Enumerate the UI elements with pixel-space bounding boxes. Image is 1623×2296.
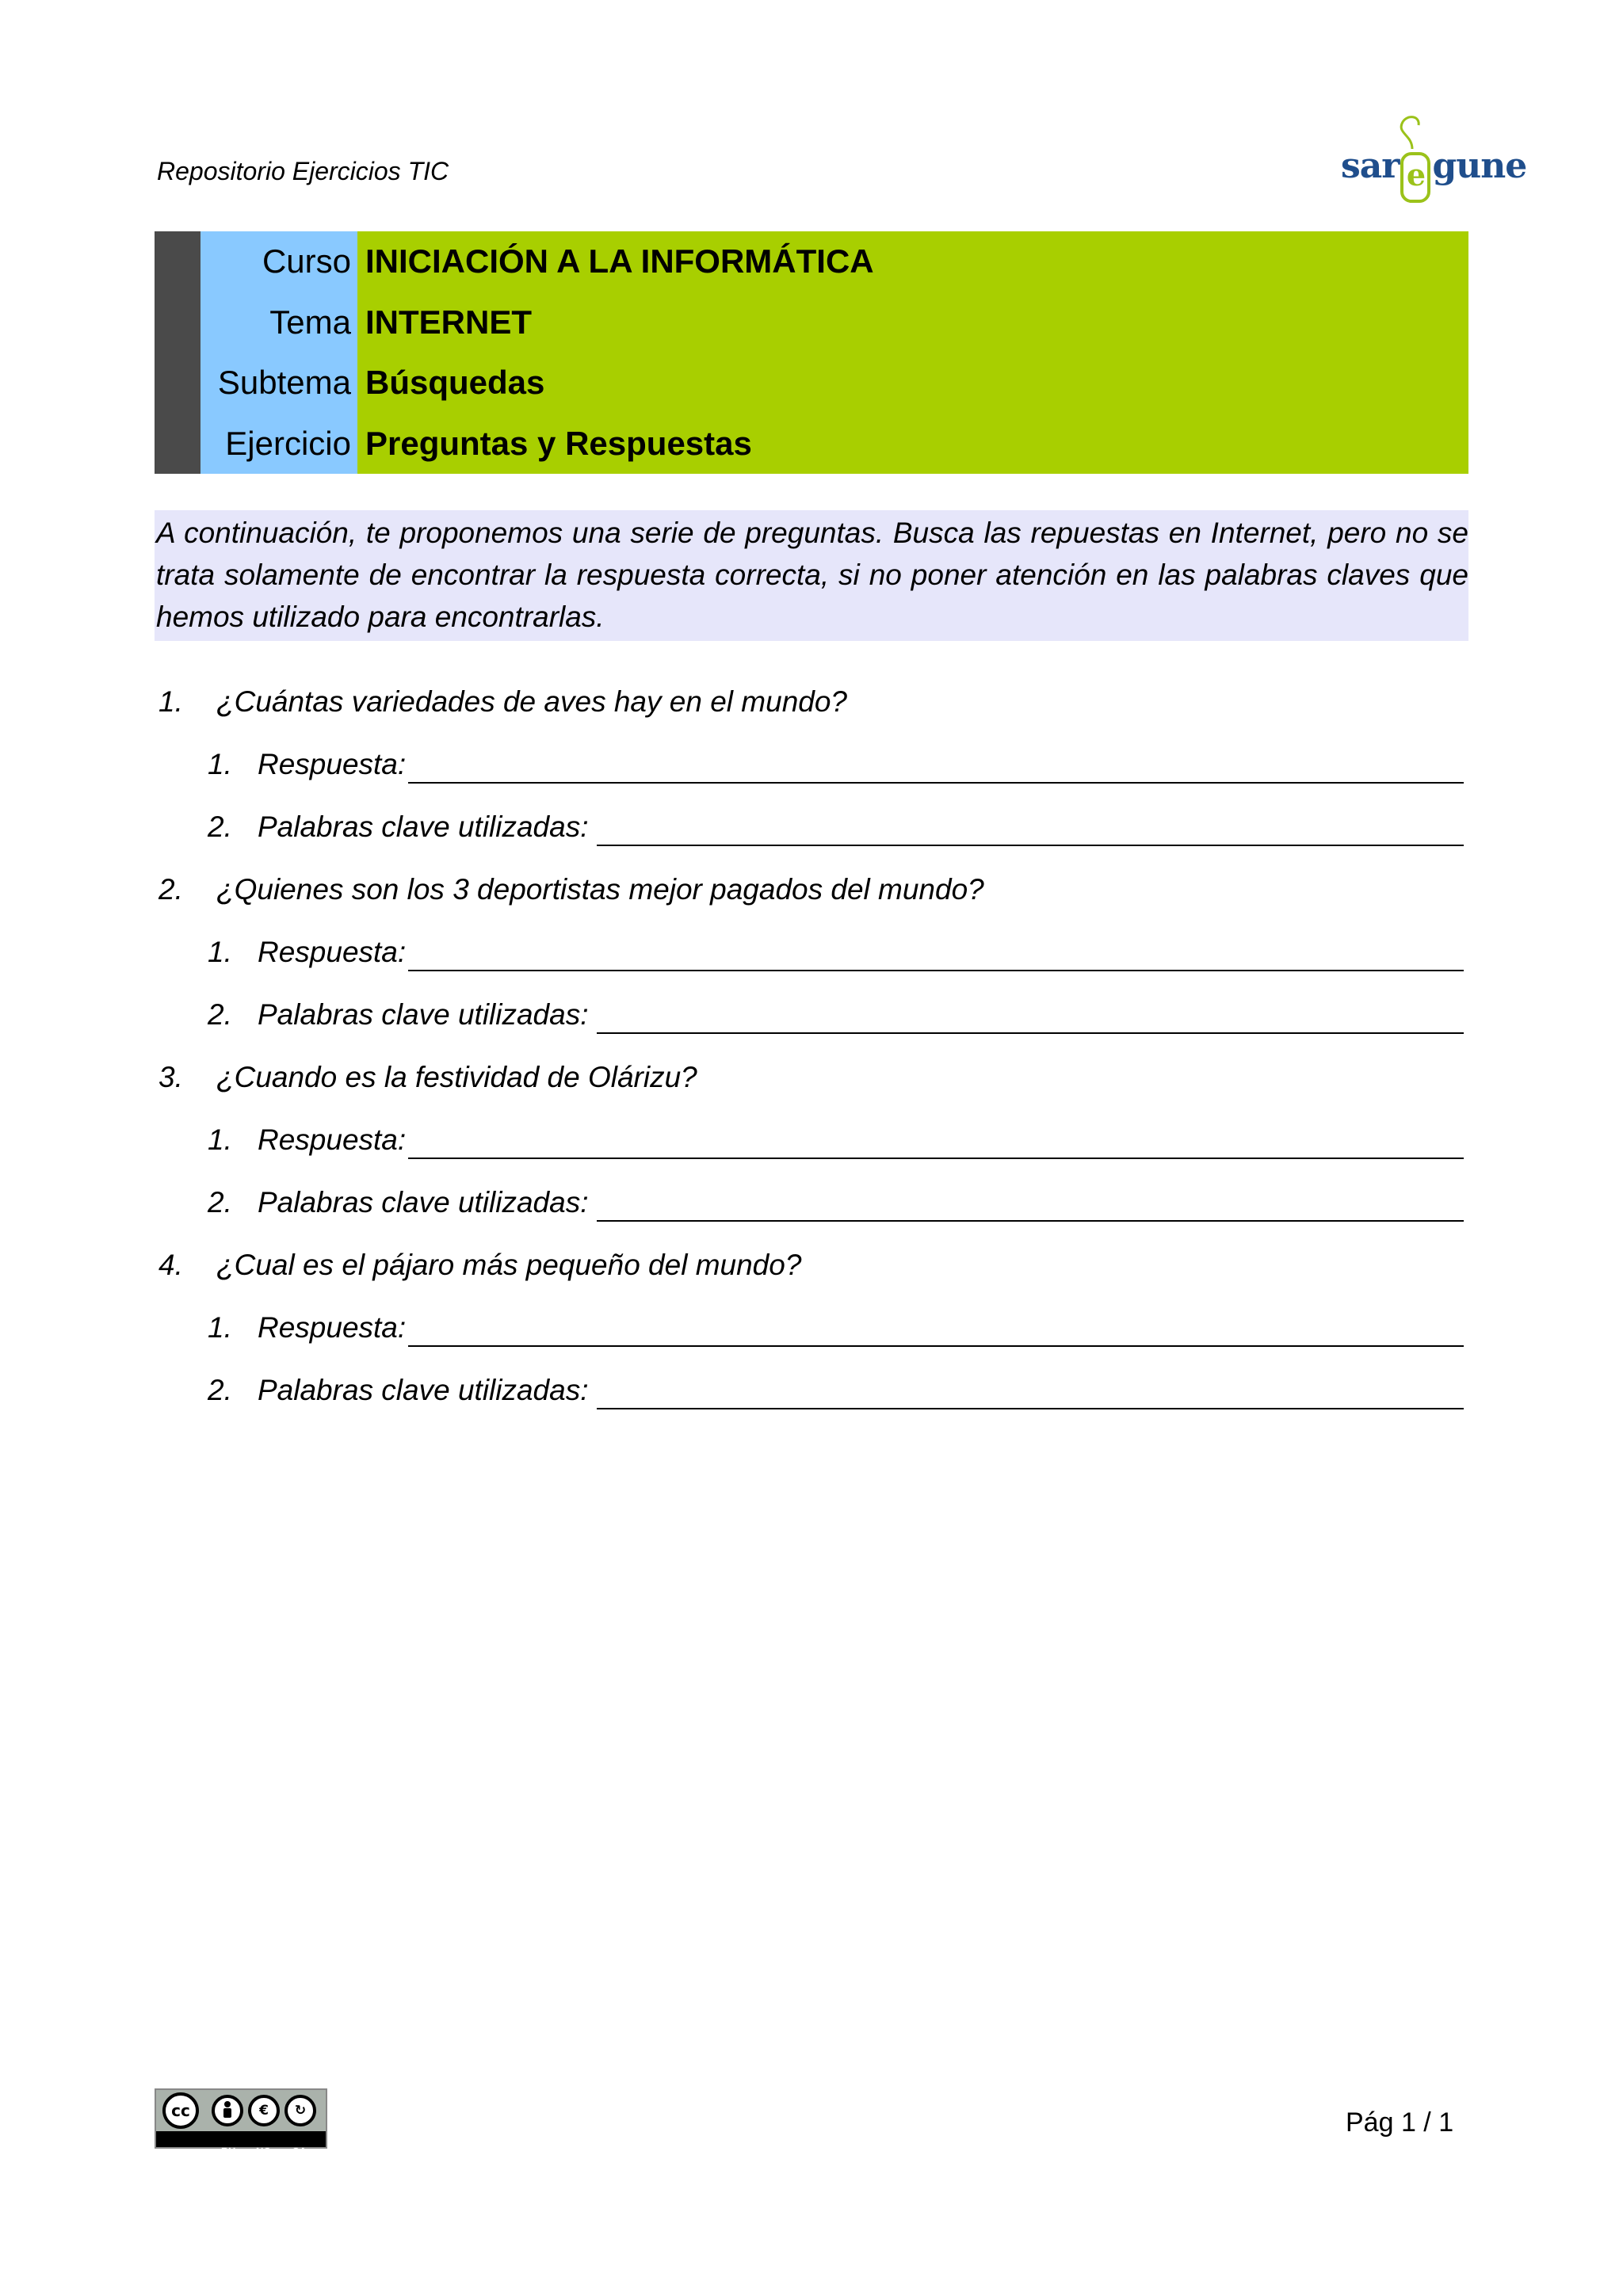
answer-number: 1. [208,1123,232,1156]
logo-mouse-letter: e [1400,152,1430,203]
keywords-number: 2. [208,998,232,1031]
page-number: Pág 1 / 1 [1346,2107,1454,2138]
answer-number: 1. [208,748,232,780]
cc-tag-by: BY [221,2145,236,2157]
keywords-blank-line[interactable] [597,1220,1464,1222]
sa-share-alike-icon: ↻ [285,2095,316,2126]
intro-paragraph: A continuación, te proponemos una serie de preguntas. Busca las repuestas en Internet, pero no se trata solamente de encontrar la respuesta correcta, si no poner atención en las palabras claves que hemos utilizado para encontrarlas. [155,510,1468,641]
keywords-blank-line[interactable] [597,1408,1464,1409]
question-item [155,1057,1464,1119]
keywords-label: Palabras clave utilizadas: [258,998,589,1031]
answer-blank-line[interactable] [408,970,1464,971]
person-icon [215,2098,240,2123]
answer-row [155,932,1464,994]
keywords-row [155,994,1464,1057]
answer-row [155,1119,1464,1182]
info-label-curso: Curso [262,242,351,280]
cc-tag-nc: NC [256,2145,271,2157]
answer-label: Respuesta: [258,1311,407,1344]
answer-label: Respuesta: [258,748,407,780]
logo-text-left: sar [1341,146,1400,186]
question-text: ¿Cuando es la festividad de Olárizu? [216,1061,697,1093]
creative-commons-license-badge[interactable] [155,2088,327,2157]
keywords-number: 2. [208,1186,232,1219]
answer-number: 1. [208,1311,232,1344]
keywords-number: 2. [208,1374,232,1406]
keywords-blank-line[interactable] [597,1032,1464,1034]
info-side-bar [155,231,200,474]
info-label-tema: Tema [269,303,351,341]
info-value-ejercicio: Preguntas y Respuestas [365,424,752,462]
info-labels-column [200,231,357,474]
answer-number: 1. [208,936,232,968]
nc-euro-icon: € [248,2095,280,2126]
saregune-logo [1338,111,1527,198]
question-item [155,1245,1464,1307]
answer-blank-line[interactable] [408,1158,1464,1159]
answer-blank-line[interactable] [408,1345,1464,1347]
answer-row [155,1307,1464,1370]
answer-row [155,744,1464,807]
question-text: ¿Cuántas variedades de aves hay en el mundo? [216,685,848,718]
info-values-column [357,231,1468,474]
keywords-number: 2. [208,810,232,843]
answer-label: Respuesta: [258,1123,407,1156]
question-item [155,681,1464,744]
question-item [155,869,1464,932]
header-title: Repositorio Ejercicios TIC [157,157,449,185]
keywords-row [155,807,1464,869]
keywords-blank-line[interactable] [597,845,1464,846]
keywords-row [155,1370,1464,1432]
keywords-row [155,1182,1464,1245]
info-value-subtema: Búsquedas [365,364,545,402]
cc-icon: cc [162,2092,199,2129]
cc-tag-sa: SA [292,2145,307,2157]
question-text: ¿Cual es el pájaro más pequeño del mundo? [216,1249,802,1281]
keywords-label: Palabras clave utilizadas: [258,810,589,843]
question-number: 4. [158,1249,183,1281]
question-number: 3. [158,1061,183,1093]
course-info-table [155,231,1468,474]
question-text: ¿Quienes son los 3 deportistas mejor pagados del mundo? [216,873,984,906]
question-number: 2. [158,873,183,906]
info-value-curso: INICIACIÓN A LA INFORMÁTICA [365,242,874,280]
keywords-label: Palabras clave utilizadas: [258,1374,589,1406]
mouse-cable-icon [1388,111,1436,151]
info-label-ejercicio: Ejercicio [225,424,351,462]
answer-blank-line[interactable] [408,782,1464,784]
logo-wordmark [1341,146,1526,203]
info-label-subtema: Subtema [217,364,351,402]
keywords-label: Palabras clave utilizadas: [258,1186,589,1219]
by-person-icon [212,2095,243,2126]
info-value-tema: INTERNET [365,303,532,341]
answer-label: Respuesta: [258,936,407,968]
question-number: 1. [158,685,183,718]
logo-text-right: gune [1432,146,1527,186]
question-list [155,681,1464,1432]
